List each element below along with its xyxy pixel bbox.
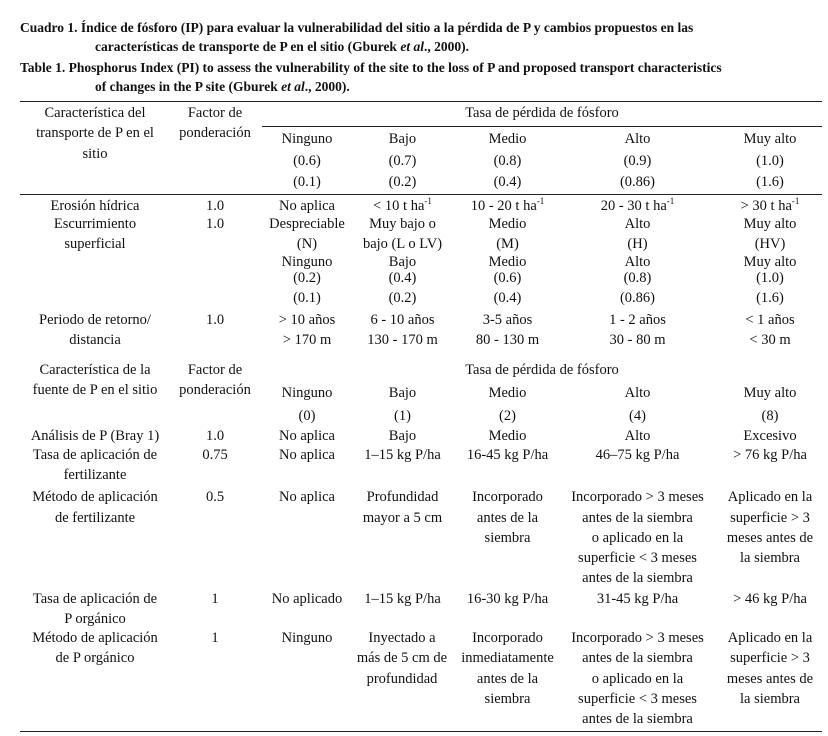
fert-rate-high: 46–75 kg P/ha bbox=[595, 447, 680, 463]
fert-method-medium-2: antes de la bbox=[476, 510, 539, 526]
org-rate-medium: 16-30 kg P/ha bbox=[466, 591, 549, 607]
org-method-factor: 1 bbox=[211, 630, 219, 646]
return-medium-1: 3-5 años bbox=[482, 312, 533, 328]
fert-method-high-4: superficie < 3 meses bbox=[578, 550, 697, 566]
fert-method-high-5: antes de la siembra bbox=[582, 570, 693, 586]
runoff-high-1: Alto bbox=[624, 216, 651, 232]
level-value1-alto: (0.9) bbox=[623, 153, 652, 169]
runoff-value1-bajo: (0.4) bbox=[388, 270, 417, 286]
source-value-medio: (2) bbox=[499, 408, 516, 424]
runoff-medium-2: (M) bbox=[496, 236, 519, 252]
source-char-header-1: Característica de la bbox=[39, 362, 151, 378]
level-medio: Medio bbox=[488, 131, 527, 147]
transport-char-header-1: Característica del bbox=[44, 105, 146, 121]
org-method-vhigh-4: la siembra bbox=[740, 691, 800, 707]
return-factor: 1.0 bbox=[205, 312, 225, 328]
runoff-factor: 1.0 bbox=[205, 216, 225, 232]
runoff-name-1: Escurrimiento bbox=[53, 216, 137, 232]
caption-es-etal: et al bbox=[400, 39, 424, 54]
source-value-ninguno: (0) bbox=[298, 408, 316, 424]
source-level-bajo: Bajo bbox=[388, 385, 417, 401]
source-rate-title: Tasa de pérdida de fósforo bbox=[465, 362, 619, 378]
transport-rate-title: Tasa de pérdida de fósforo bbox=[465, 105, 619, 121]
fert-rate-low: 1–15 kg P/ha bbox=[364, 447, 441, 463]
fert-method-factor: 0.5 bbox=[205, 489, 225, 505]
fert-method-vhigh-1: Aplicado en la bbox=[727, 489, 813, 505]
org-rate-none: No aplicado bbox=[271, 591, 343, 607]
bottom-rule bbox=[20, 731, 822, 732]
fert-method-medium-1: Incorporado bbox=[472, 489, 543, 505]
runoff-value1-alto: (0.8) bbox=[623, 270, 652, 286]
caption-en-etal: et al bbox=[281, 79, 305, 94]
org-method-high-4: superficie < 3 meses bbox=[578, 691, 697, 707]
org-method-low-3: profundidad bbox=[366, 671, 438, 687]
level-muy-alto: Muy alto bbox=[743, 131, 797, 147]
source-level-muy-alto: Muy alto bbox=[743, 385, 797, 401]
level-value1-muy-alto: (1.0) bbox=[756, 153, 784, 169]
org-method-high-3: o aplicado en la bbox=[591, 671, 684, 687]
caption-en-line2b: ., 2000). bbox=[304, 79, 350, 94]
runoff-level-muy-alto: Muy alto bbox=[743, 254, 797, 270]
level-value1-bajo: (0.7) bbox=[388, 153, 417, 169]
fert-rate-name-2: fertilizante bbox=[63, 467, 127, 483]
runoff-value2-alto: (0.86) bbox=[619, 290, 656, 306]
transport-factor-header-1: Factor de bbox=[187, 105, 243, 121]
return-none-2: > 170 m bbox=[282, 332, 332, 348]
fert-method-vhigh-3: meses antes de bbox=[726, 530, 814, 546]
erosion-very-high: > 30 t $ha^{-1}$ bbox=[740, 196, 800, 214]
return-name-1: Periodo de retorno/ bbox=[39, 312, 151, 328]
header-bottom-rule bbox=[20, 194, 822, 195]
org-rate-name-1: Tasa de aplicación de bbox=[32, 591, 158, 607]
runoff-medium-1: Medio bbox=[488, 216, 527, 232]
fert-method-vhigh-4: la siembra bbox=[740, 550, 800, 566]
level-ninguno: Ninguno bbox=[281, 131, 333, 147]
source-value-muy-alto: (8) bbox=[761, 408, 779, 424]
fert-rate-factor: 0.75 bbox=[202, 447, 228, 463]
org-method-low-1: Inyectado a bbox=[368, 630, 436, 646]
caption-es-line2a: características de transporte de P en el sitio (Gburek bbox=[95, 39, 401, 54]
subheader-rule bbox=[262, 126, 822, 127]
top-rule bbox=[20, 101, 822, 102]
erosion-factor: 1.0 bbox=[205, 198, 225, 214]
org-method-high-2: antes de la siembra bbox=[582, 650, 693, 666]
org-method-high-1: Incorporado > 3 meses bbox=[571, 630, 704, 646]
level-value2-medio: (0.4) bbox=[493, 174, 522, 190]
transport-factor-header-2: ponderación bbox=[179, 125, 251, 141]
runoff-very-high-1: Muy alto bbox=[743, 216, 797, 232]
fert-method-high-1: Incorporado > 3 meses bbox=[571, 489, 704, 505]
level-value1-ninguno: (0.6) bbox=[293, 153, 321, 169]
fert-method-high-2: antes de la siembra bbox=[582, 510, 693, 526]
return-very-high-2: < 30 m bbox=[749, 332, 791, 348]
source-value-bajo: (1) bbox=[394, 408, 411, 424]
erosion-none: No aplica bbox=[279, 198, 335, 214]
runoff-none-2: (N) bbox=[296, 236, 318, 252]
caption-english bbox=[20, 58, 828, 96]
return-high-2: 30 - 80 m bbox=[609, 332, 666, 348]
erosion-name: Erosión hídrica bbox=[50, 198, 140, 214]
org-rate-name-2: P orgánico bbox=[64, 611, 126, 627]
fert-method-none: No aplica bbox=[279, 489, 335, 505]
fert-method-low-1: Profundidad bbox=[366, 489, 439, 505]
org-method-medium-4: siembra bbox=[484, 691, 531, 707]
caption-en-text: Phosphorus Index (PI) to assess the vulnerability of the site to the loss of P and proposed transport characteristics bbox=[68, 60, 722, 75]
runoff-level-medio: Medio bbox=[488, 254, 527, 270]
fert-rate-medium: 16-45 kg P/ha bbox=[466, 447, 549, 463]
fert-rate-name-1: Tasa de aplicación de bbox=[32, 447, 158, 463]
erosion-medium: 10 - 20 t $ha^{-1}$ bbox=[470, 196, 545, 214]
runoff-value1-muy-alto: (1.0) bbox=[756, 270, 784, 286]
runoff-none-1: Despreciable bbox=[269, 216, 345, 232]
return-very-high-1: < 1 años bbox=[745, 312, 795, 328]
runoff-value1-ninguno: (0.2) bbox=[293, 270, 321, 286]
bray-none: No aplica bbox=[279, 428, 335, 444]
bray-low: Bajo bbox=[388, 428, 417, 444]
org-method-medium-3: antes de la bbox=[476, 671, 539, 687]
org-method-medium-2: inmediatamente bbox=[461, 650, 554, 666]
caption-es-label: Cuadro 1. bbox=[20, 20, 78, 35]
level-value2-alto: (0.86) bbox=[619, 174, 656, 190]
level-value1-medio: (0.8) bbox=[493, 153, 522, 169]
bray-high: Alto bbox=[624, 428, 651, 444]
runoff-value2-ninguno: (0.1) bbox=[293, 290, 321, 306]
runoff-name-2: superficial bbox=[64, 236, 126, 252]
org-rate-low: 1–15 kg P/ha bbox=[364, 591, 441, 607]
org-method-name-1: Método de aplicación bbox=[32, 630, 158, 646]
fert-method-medium-3: siembra bbox=[484, 530, 531, 546]
runoff-low-2: bajo (L o LV) bbox=[362, 236, 443, 252]
runoff-low-1: Muy bajo o bbox=[369, 216, 436, 232]
fert-method-high-3: o aplicado en la bbox=[591, 530, 684, 546]
runoff-value2-medio: (0.4) bbox=[493, 290, 522, 306]
caption-en-line2a: of changes in the P site (Gburek bbox=[95, 79, 282, 94]
return-high-1: 1 - 2 años bbox=[609, 312, 666, 328]
runoff-high-2: (H) bbox=[627, 236, 648, 252]
return-low-2: 130 - 170 m bbox=[367, 332, 438, 348]
source-factor-header-2: ponderación bbox=[179, 382, 251, 398]
org-method-low-2: más de 5 cm de bbox=[356, 650, 448, 666]
org-method-vhigh-3: meses antes de bbox=[726, 671, 814, 687]
org-rate-high: 31-45 kg P/ha bbox=[596, 591, 679, 607]
fert-method-low-2: mayor a 5 cm bbox=[362, 510, 443, 526]
bray-very-high: Excesivo bbox=[743, 428, 797, 444]
org-rate-factor: 1 bbox=[211, 591, 219, 607]
bray-factor: 1.0 bbox=[205, 428, 225, 444]
org-method-name-2: de P orgánico bbox=[55, 650, 135, 666]
return-none-1: > 10 años bbox=[278, 312, 336, 328]
bray-medium: Medio bbox=[488, 428, 527, 444]
runoff-very-high-2: (HV) bbox=[754, 236, 786, 252]
fert-method-name-1: Método de aplicación bbox=[32, 489, 158, 505]
return-medium-2: 80 - 130 m bbox=[475, 332, 540, 348]
fert-method-vhigh-2: superficie > 3 bbox=[730, 510, 810, 526]
return-name-2: distancia bbox=[69, 332, 121, 348]
runoff-level-bajo: Bajo bbox=[388, 254, 417, 270]
org-method-none: Ninguno bbox=[281, 630, 333, 646]
return-low-1: 6 - 10 años bbox=[370, 312, 435, 328]
caption-en-label: Table 1. bbox=[20, 60, 66, 75]
level-alto: Alto bbox=[624, 131, 651, 147]
level-value2-muy-alto: (1.6) bbox=[756, 174, 784, 190]
org-method-vhigh-2: superficie > 3 bbox=[730, 650, 810, 666]
source-level-ninguno: Ninguno bbox=[281, 385, 333, 401]
fert-rate-none: No aplica bbox=[279, 447, 335, 463]
runoff-level-ninguno: Ninguno bbox=[281, 254, 333, 270]
caption-es-line2b: ., 2000). bbox=[423, 39, 469, 54]
org-method-medium-1: Incorporado bbox=[472, 630, 543, 646]
transport-char-header-3: sitio bbox=[82, 146, 108, 162]
caption-es-text: Índice de fósforo (IP) para evaluar la vulnerabilidad del sitio a la pérdida de P y cambios propuestos en las bbox=[80, 20, 694, 35]
fert-method-name-2: de fertilizante bbox=[54, 510, 136, 526]
level-value2-ninguno: (0.1) bbox=[293, 174, 321, 190]
runoff-value2-bajo: (0.2) bbox=[388, 290, 417, 306]
runoff-level-alto: Alto bbox=[624, 254, 651, 270]
erosion-high: 20 - 30 t $ha^{-1}$ bbox=[600, 196, 675, 214]
transport-char-header-2: transporte de P en el bbox=[36, 125, 154, 141]
runoff-value1-medio: (0.6) bbox=[493, 270, 522, 286]
level-bajo: Bajo bbox=[388, 131, 417, 147]
erosion-low: < 10 t $ha^{-1}$ bbox=[373, 196, 432, 214]
org-method-vhigh-1: Aplicado en la bbox=[727, 630, 813, 646]
level-value2-bajo: (0.2) bbox=[388, 174, 417, 190]
fert-rate-very-high: > 76 kg P/ha bbox=[733, 447, 807, 463]
runoff-value2-muy-alto: (1.6) bbox=[756, 290, 784, 306]
org-method-high-5: antes de la siembra bbox=[582, 711, 693, 727]
source-factor-header-1: Factor de bbox=[187, 362, 243, 378]
org-rate-very-high: > 46 kg P/ha bbox=[733, 591, 807, 607]
caption-spanish bbox=[20, 18, 828, 56]
source-level-medio: Medio bbox=[488, 385, 527, 401]
source-char-header-2: fuente de P en el sitio bbox=[32, 382, 158, 398]
source-level-alto: Alto bbox=[624, 385, 651, 401]
bray-name: Análisis de P (Bray 1) bbox=[30, 428, 160, 444]
source-value-alto: (4) bbox=[629, 408, 646, 424]
